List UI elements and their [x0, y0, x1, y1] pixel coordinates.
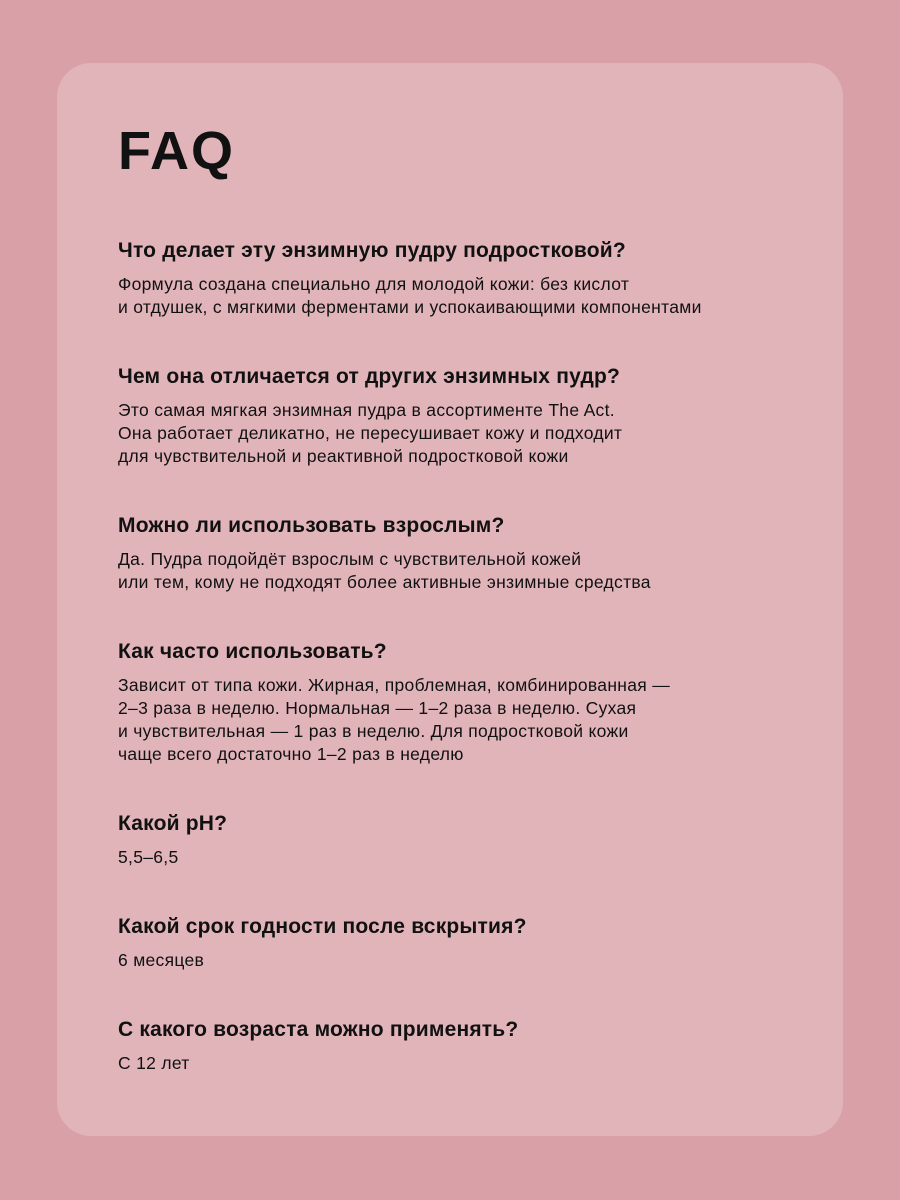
faq-question: Можно ли использовать взрослым? — [118, 514, 505, 537]
faq-answer: Это самая мягкая энзимная пудра в ассортименте The Act. Она работает деликатно, не пересушивает кожу и подходит для чувствительной и реактивной подростковой кожи — [118, 400, 623, 466]
faq-answer: 5,5–6,5 — [118, 847, 179, 867]
faq-item — [118, 913, 783, 972]
faq-answer: Да. Пудра подойдёт взрослым с чувствительной кожей или тем, кому не подходят более активные энзимные средства — [118, 549, 651, 592]
faq-item — [118, 237, 783, 319]
faq-card — [57, 63, 843, 1136]
faq-answer: 6 месяцев — [118, 950, 205, 970]
faq-item — [118, 638, 783, 766]
page-title: FAQ — [118, 121, 236, 181]
faq-question: С какого возраста можно применять? — [118, 1018, 519, 1041]
faq-item — [118, 363, 783, 468]
faq-answer: Зависит от типа кожи. Жирная, проблемная, комбинированная — 2–3 раза в неделю. Нормальная — 1–2 раза в неделю. Сухая и чувствительная — 1 раз в неделю. Для подростковой кожи чаще всего достаточно 1–2 раз в неделю — [118, 675, 671, 764]
faq-item — [118, 512, 783, 594]
faq-list — [118, 237, 783, 1075]
faq-answer: Формула создана специально для молодой кожи: без кислот и отдушек, с мягкими ферментами и успокаивающими компонентами — [118, 274, 702, 317]
faq-item — [118, 1016, 783, 1075]
faq-item — [118, 810, 783, 869]
faq-question: Чем она отличается от других энзимных пудр? — [118, 365, 621, 388]
faq-question: Как часто использовать? — [118, 640, 387, 663]
faq-question: Какой pH? — [118, 812, 228, 835]
faq-question: Какой срок годности после вскрытия? — [118, 915, 527, 938]
faq-question: Что делает эту энзимную пудру подростковой? — [118, 239, 626, 262]
faq-answer: С 12 лет — [118, 1053, 190, 1073]
